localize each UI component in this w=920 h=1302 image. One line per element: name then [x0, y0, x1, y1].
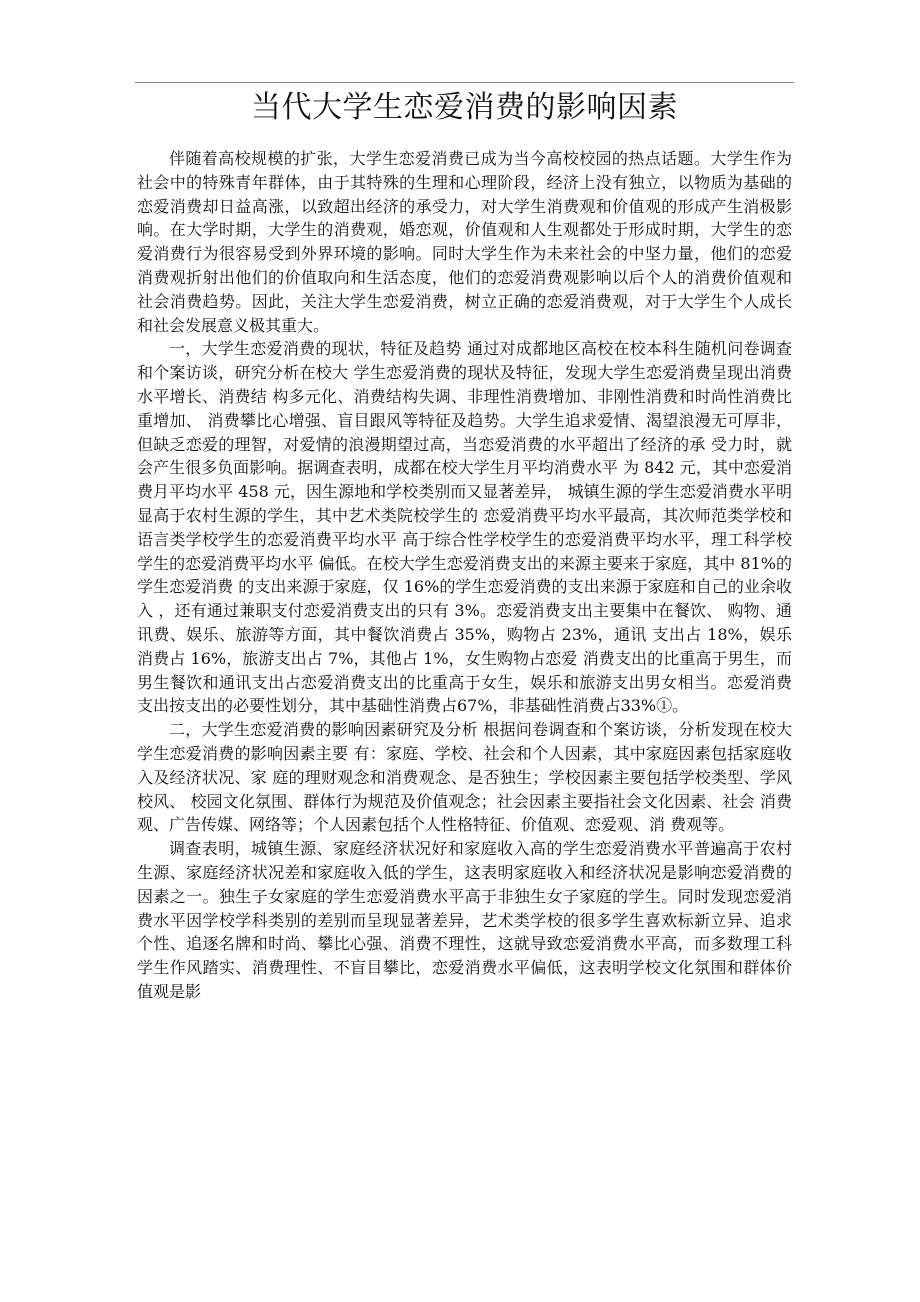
- document-body: [137, 147, 792, 1297]
- document-title: 当代大学生恋爱消费的影响因素: [251, 90, 678, 125]
- paragraph-intro: 伴随着高校规模的扩张，大学生恋爱消费已成为当今高校校园的热点话题。大学生作为社会中的特殊青年群体，由于其特殊的生理和心理阶段，经济上没有独立，以物质为基础的恋爱消费却日益高涨，以致超出经济的承受力，对大学生消费观和价值观的形成产生消极影响。在大学时期，大学生的消费观，婚恋观，价值观和人生观都处于形成时期，大学生的恋爱消费行为很容易受到外界环境的影响。同时大学生作为未来社会的中坚力量，他们的恋爱消费观折射出他们的价值取向和生活态度，他们的恋爱消费观影响以后个人的消费价值观和社会消费趋势。因此，关注大学生恋爱消费，树立正确的恋爱消费观，对于大学生个人成长和社会发展意义极其重大。: [137, 149, 792, 335]
- paragraph-findings: 调查表明，城镇生源、家庭经济状况好和家庭收入高的学生恋爱消费水平普遍高于农村生源、家庭经济状况差和家庭收入低的学生，这表明家庭收入和经济状况是影响恋爱消费的因素之一。独生子女家庭的学生恋爱消费水平高于非独生女子家庭的学生。同时发现恋爱消费水平因学校学科类别的差别而呈现显著差异，艺术类学校的很多学生喜欢标新立异、追求个性、追逐名牌和时尚、攀比心强、消费不理性，这就导致恋爱消费水平高，而多数理工科学生作风踏实、消费理性、不盲目攀比，恋爱消费水平偏低，这表明学校文化氛围和群体价值观是影: [137, 839, 792, 1001]
- paragraph-section-1: 一，大学生恋爱消费的现状，特征及趋势 通过对成都地区高校在校本科生随机问卷调查和个案访谈，研究分析在校大 学生恋爱消费的现状及特征，发现大学生恋爱消费呈现出消费水平增长、消费结 构多元化、消费结构失调、非理性消费增加、非刚性消费和时尚性消费比重增加、 消费攀比心增强、盲目跟风等特征及趋势。大学生追求爱情、渴望浪漫无可厚非， 但缺乏恋爱的理智，对爱情的浪漫期望过高，当恋爱消费的水平超出了经济的承 受力时，就会产生很多负面影响。据调查表明，成都在校大学生月平均消费水平 为 842 元，其中恋爱消费月平均水平 458 元，因生源地和学校类别而又显著差异， 城镇生源的学生恋爱消费水平明显高于农村生源的学生，其中艺术类院校学生的 恋爱消费平均水平最高，其次师范类学校和语言类学校学生的恋爱消费平均水平 高于综合性学校学生的恋爱消费平均水平，理工科学校学生的恋爱消费平均水平 偏低。在校大学生恋爱消费支出的来源主要来于家庭，其中 81%的学生恋爱消费 的支出来源于家庭，仅 16%的学生恋爱消费的支出来源于家庭和自己的业余收 入 ，还有通过兼职支付恋爱消费支出的只有 3%。恋爱消费支出主要集中在餐饮、 购物、通讯费、娱乐、旅游等方面，其中餐饮消费占 35%，购物占 23%，通讯 支出占 18%，娱乐消费占 16%，旅游支出占 7%，其他占 1%，女生购物占恋爱 消费支出的比重高于男生，而男生餐饮和通讯支出占恋爱消费支出的比重高于女生，娱乐和旅游支出男女相当。恋爱消费支出按支出的必要性划分，其中基础性消费占67%，非基础性消费占33%①。: [137, 339, 792, 716]
- paragraph-section-2: 二，大学生恋爱消费的影响因素研究及分析 根据问卷调查和个案访谈，分析发现在校大学生恋爱消费的影响因素主要 有：家庭、学校、社会和个人因素，其中家庭因素包括家庭收入及经济状况、家 庭的理财观念和消费观念、是否独生；学校因素主要包括学校类型、学风校风、 校园文化氛围、群体行为规范及价值观念；社会因素主要指社会文化因素、社会 消费观、广告传媒、网络等；个人因素包括个人性格特征、价值观、恋爱观、消 费观等。: [137, 720, 792, 835]
- header-rule: [135, 82, 794, 83]
